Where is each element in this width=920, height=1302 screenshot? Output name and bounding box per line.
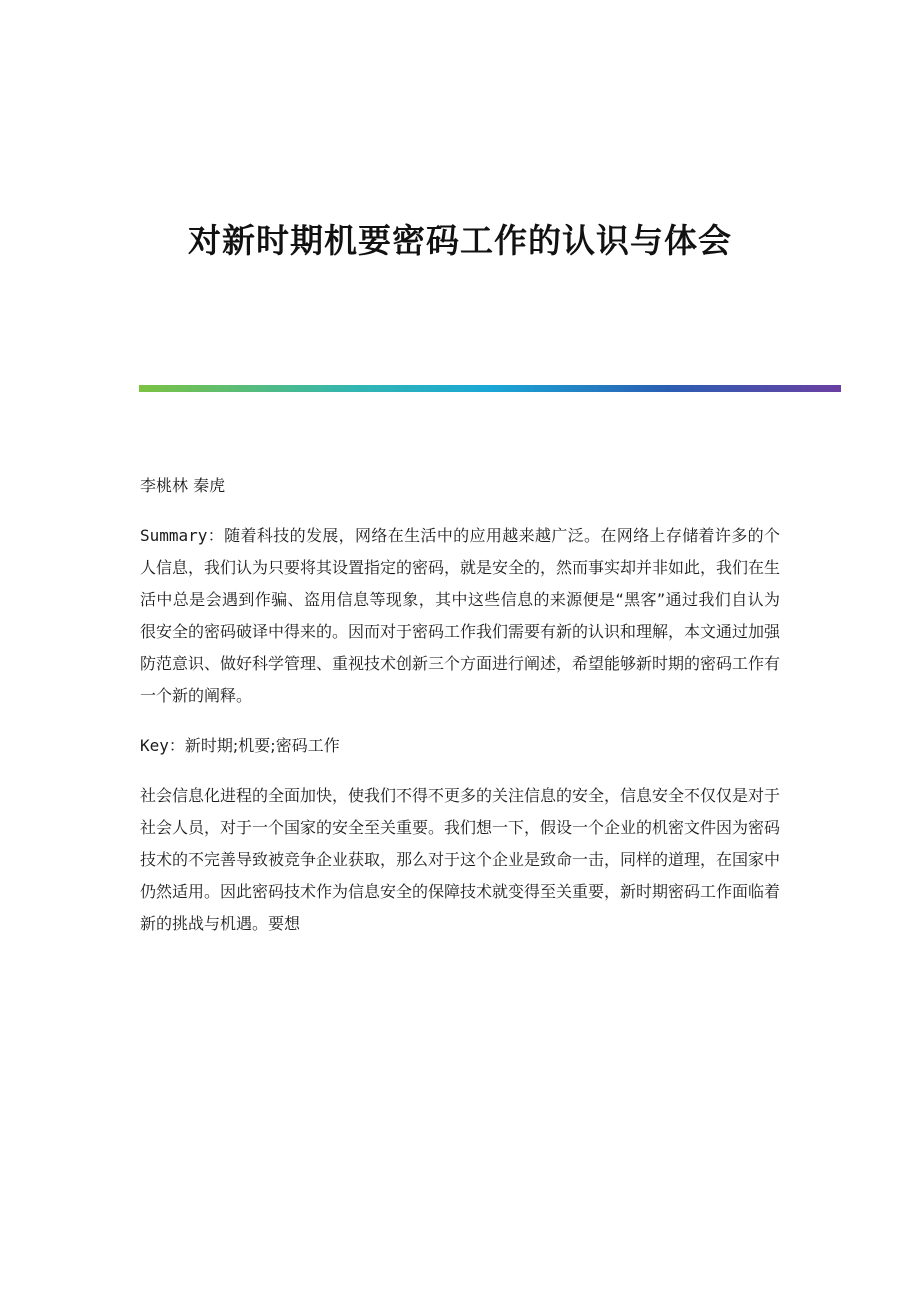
title-divider bbox=[139, 385, 841, 392]
document-body bbox=[140, 470, 780, 958]
keywords-label: Key： bbox=[140, 736, 185, 755]
summary-paragraph bbox=[140, 520, 780, 712]
summary-label: Summary： bbox=[140, 526, 225, 545]
summary-text: 随着科技的发展，网络在生活中的应用越来越广泛。在网络上存储着许多的个人信息，我们认为只要将其设置指定的密码，就是安全的，然而事实却并非如此，我们在生活中总是会遇到作骗、盗用信息等现象，其中这些信息的来源便是“黑客”通过我们自认为很安全的密码破译中得来的。因而对于密码工作我们需要有新的认识和理解，本文通过加强防范意识、做好科学管理、重视技术创新三个方面进行阐述，希望能够新时期的密码工作有一个新的阐释。 bbox=[140, 526, 781, 705]
document-title: 对新时期机要密码工作的认识与体会 bbox=[188, 221, 732, 260]
keywords-paragraph bbox=[140, 730, 780, 762]
author-line: 李桃林 秦虎 bbox=[140, 476, 226, 495]
keywords-text: 新时期;机要;密码工作 bbox=[184, 736, 340, 755]
body-paragraph: 社会信息化进程的全面加快，使我们不得不更多的关注信息的安全，信息安全不仅仅是对于社会人员，对于一个国家的安全至关重要。我们想一下，假设一个企业的机密文件因为密码技术的不完善导致被竞争企业获取，那么对于这个企业是致命一击，同样的道理，在国家中仍然适用。因此密码技术作为信息安全的保障技术就变得至关重要，新时期密码工作面临着新的挑战与机遇。要想 bbox=[140, 786, 781, 933]
